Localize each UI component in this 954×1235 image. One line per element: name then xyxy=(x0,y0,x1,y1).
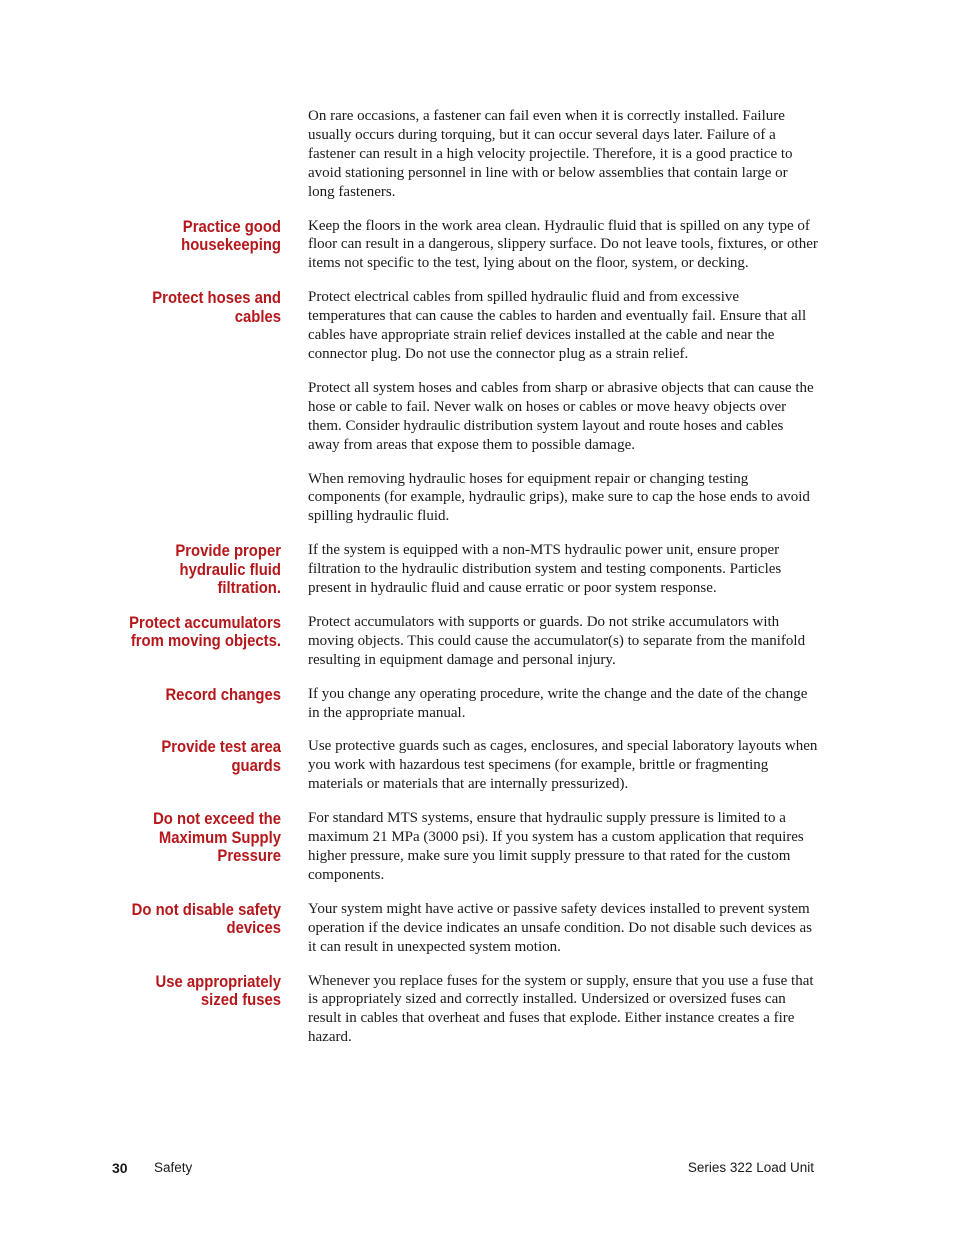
paragraph: When removing hydraulic hoses for equipment repair or changing testing components (for example, hydraulic grips), make sure to cap the hose ends to avoid spilling hydraulic fluid. xyxy=(308,470,810,525)
section-practice-good-housekeeping xyxy=(0,217,954,274)
section-heading: Protect accumulators from moving objects. xyxy=(129,613,281,651)
section-provide-test-area-guards xyxy=(0,737,954,794)
paragraph: Protect all system hoses and cables from sharp or abrasive objects that can cause the hose or cable to fail. Never walk on hoses or cables or move heavy objects over them. Consider hydraulic distribution system layout and route hoses and cables away from areas that expose them to possible damage. xyxy=(308,379,814,453)
paragraph: If you change any operating procedure, write the change and the date of the change in the appropriate manual. xyxy=(308,685,808,721)
paragraph: On rare occasions, a fastener can fail even when it is correctly installed. Failure usually occurs during torquing, but it can occur several days later. Failure of a fastener can result in a high velocity projectile. Therefore, it is a good practice to avoid stationing personnel in line with or below assemblies that contain large or long fasteners. xyxy=(308,108,793,200)
section-heading: Do not exceed the Maximum Supply Pressure xyxy=(153,810,281,866)
section-heading: Record changes xyxy=(165,685,281,704)
section-body xyxy=(308,541,818,598)
section-provide-proper-hydraulic-fluid-filtration xyxy=(0,541,954,598)
section-heading: Use appropriately sized fuses xyxy=(155,972,281,1010)
section-body xyxy=(308,737,818,794)
section-fastener-failure xyxy=(0,107,954,202)
section-body xyxy=(308,685,818,723)
section-do-not-disable-safety-devices xyxy=(0,900,954,957)
section-record-changes xyxy=(0,685,954,723)
section-heading: Practice good housekeeping xyxy=(181,217,281,255)
page-number: 30 xyxy=(112,1160,128,1176)
paragraph: If the system is equipped with a non-MTS hydraulic power unit, ensure proper filtration to the hydraulic distribution system and testing components. Particles present in hydraulic fluid and cause erratic or poor system response. xyxy=(308,542,782,597)
paragraph: Use protective guards such as cages, enclosures, and special laboratory layouts when you work with hazardous test specimens (for example, brittle or fragmenting materials or materials that are internally pressurized). xyxy=(308,738,818,793)
section-body xyxy=(308,288,818,526)
section-body xyxy=(308,613,818,670)
paragraph: Protect electrical cables from spilled hydraulic fluid and from excessive temperatures that can cause the cables to harden and eventually fail. Ensure that all cables have appropriate strain relief devices installed at the cable and near the connector plug. Do not use the connector plug as a strain relief. xyxy=(308,289,807,362)
section-do-not-exceed-maximum-supply-pressure xyxy=(0,809,954,885)
section-heading: Provide test area guards xyxy=(161,738,281,775)
paragraph: For standard MTS systems, ensure that hydraulic supply pressure is limited to a maximum 21 MPa (3000 psi). If you system has a custom application that requires higher pressure, make sure you limit supply pressure to that rated for the custom components. xyxy=(308,810,804,883)
section-body xyxy=(308,900,818,957)
section-protect-hoses-and-cables xyxy=(0,288,954,526)
section-body xyxy=(308,972,818,1048)
page-footer xyxy=(0,1160,954,1180)
section-heading: Do not disable safety devices xyxy=(131,900,281,938)
section-heading: Protect hoses and cables xyxy=(152,289,281,326)
section-body xyxy=(308,809,818,885)
footer-section-title: Safety xyxy=(154,1160,193,1175)
section-use-appropriately-sized-fuses xyxy=(0,972,954,1048)
paragraph: Whenever you replace fuses for the system or supply, ensure that you use a fuse that is appropriately sized and correctly installed. Undersized or oversized fuses can result in cables that overheat and fuses that explode. Either instance creates a fire hazard. xyxy=(308,972,814,1046)
section-body xyxy=(308,107,818,202)
section-heading: Provide proper hydraulic fluid filtration. xyxy=(175,542,281,598)
paragraph: Protect accumulators with supports or guards. Do not strike accumulators with moving objects. This could cause the accumulator(s) to separate from the manifold resulting in equipment damage and personal injury. xyxy=(308,613,806,668)
footer-product-title: Series 322 Load Unit xyxy=(687,1160,814,1175)
paragraph: Your system might have active or passive safety devices installed to prevent system operation if the device indicates an unsafe condition. Do not disable such devices as it can result in unexpected system motion. xyxy=(308,900,813,955)
paragraph: Keep the floors in the work area clean. Hydraulic fluid that is spilled on any type of floor can result in a dangerous, slippery surface. Do not leave tools, fixtures, or other items not specific to the test, lying about on the floor, system, or decking. xyxy=(308,217,818,272)
page-content xyxy=(0,107,954,1062)
section-protect-accumulators xyxy=(0,613,954,670)
section-body xyxy=(308,217,818,274)
